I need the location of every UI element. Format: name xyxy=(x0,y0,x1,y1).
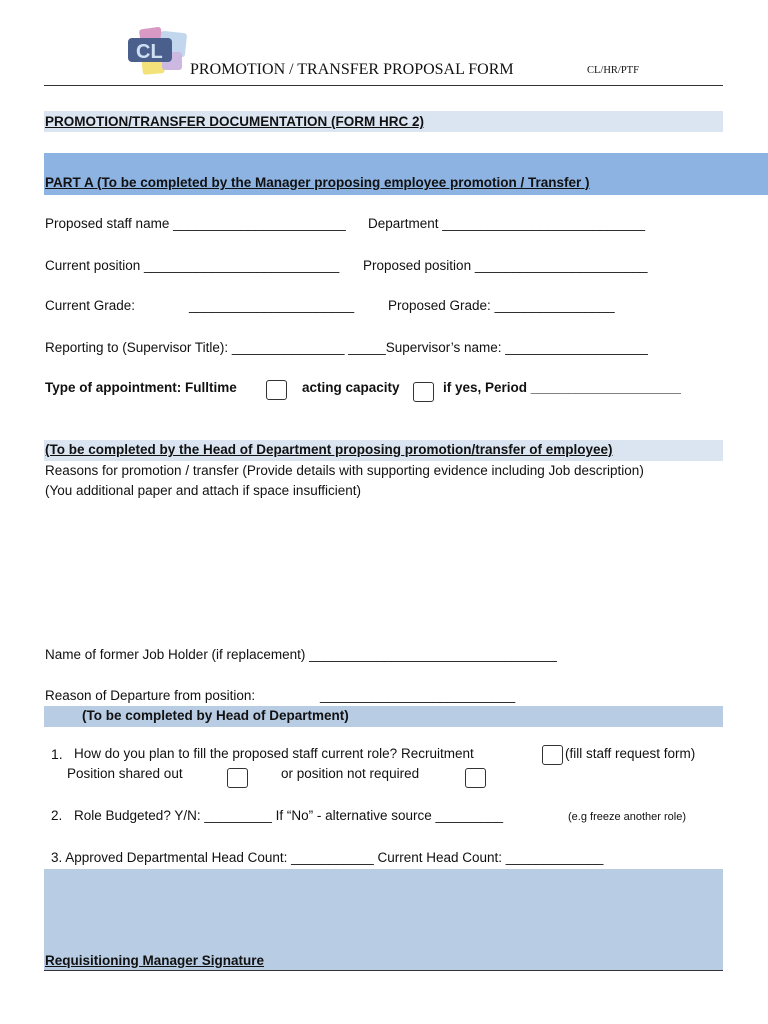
current-grade-field[interactable]: ______________________ xyxy=(189,298,355,313)
appointment-type-label: Type of appointment: Fulltime xyxy=(45,380,237,395)
position-not-required-label: or position not required xyxy=(281,766,420,781)
department-field[interactable]: Department ___________________________ xyxy=(368,216,646,231)
current-grade-label: Current Grade: xyxy=(45,298,136,313)
fulltime-checkbox[interactable] xyxy=(266,380,287,400)
reasons-line-1: Reasons for promotion / transfer (Provide details with supporting evidence including Job description) xyxy=(45,463,644,478)
hod-heading: (To be completed by the Head of Department proposing promotion/transfer of employee) xyxy=(45,442,613,457)
hod-questions-heading: (To be completed by Head of Department) xyxy=(82,708,349,723)
acting-period-field[interactable]: if yes, Period ____________________ xyxy=(443,380,681,395)
signature-label: Requisitioning Manager Signature xyxy=(45,953,265,968)
doc-heading: PROMOTION/TRANSFER DOCUMENTATION (FORM HRC 2) xyxy=(45,114,424,129)
q2-note: (e.g freeze another role) xyxy=(568,811,687,823)
q3-head-count-field[interactable]: 3. Approved Departmental Head Count: ___________ Current Head Count: _____________ xyxy=(51,850,604,865)
proposed-grade-field[interactable]: Proposed Grade: ________________ xyxy=(388,298,615,313)
q2-role-budgeted-field[interactable]: Role Budgeted? Y/N: _________ If “No” - alternative source _________ xyxy=(74,808,504,823)
proposed-position-field[interactable]: Proposed position _______________________ xyxy=(363,258,648,273)
q1-number: 1. xyxy=(51,746,63,762)
header-divider xyxy=(44,85,723,86)
signature-line[interactable] xyxy=(44,970,723,971)
q1-suffix: (fill staff request form) xyxy=(565,746,696,761)
q1-question: How do you plan to fill the proposed staff current role? Recruitment xyxy=(74,746,474,761)
recruitment-checkbox[interactable] xyxy=(542,745,563,765)
form-title: PROMOTION / TRANSFER PROPOSAL FORM xyxy=(190,61,514,78)
reasons-line-2: (You additional paper and attach if space insufficient) xyxy=(45,483,361,498)
company-logo xyxy=(126,26,192,78)
current-position-field[interactable]: Current position __________________________ xyxy=(45,258,340,273)
reporting-to-field[interactable]: Reporting to (Supervisor Title): _______________ _____Supervisor’s name: ___________________ xyxy=(45,340,648,355)
form-code: CL/HR/PTF xyxy=(587,65,639,76)
staff-name-field[interactable]: Proposed staff name _______________________ xyxy=(45,216,346,231)
position-not-required-checkbox[interactable] xyxy=(465,768,486,788)
position-shared-label: Position shared out xyxy=(67,766,183,781)
acting-capacity-label: acting capacity xyxy=(302,380,400,395)
q2-number: 2. xyxy=(51,808,63,823)
position-shared-checkbox[interactable] xyxy=(227,768,248,788)
part-a-heading: PART A (To be completed by the Manager proposing employee promotion / Transfer ) xyxy=(45,175,590,190)
former-job-holder-field[interactable]: Name of former Job Holder (if replacement) _________________________________ xyxy=(45,647,557,662)
departure-reason-field[interactable]: __________________________ xyxy=(320,688,516,703)
departure-reason-label: Reason of Departure from position: xyxy=(45,688,256,703)
acting-capacity-checkbox[interactable] xyxy=(413,382,434,402)
svg-text:CL: CL xyxy=(136,41,163,63)
